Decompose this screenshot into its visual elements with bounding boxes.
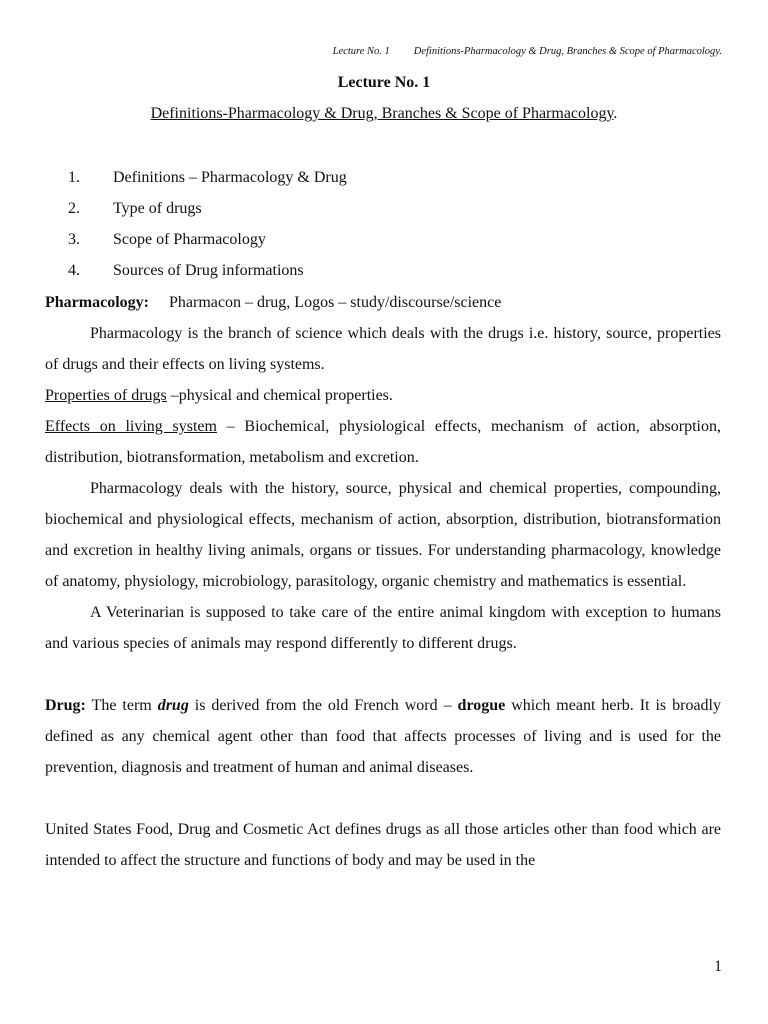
list-item (68, 259, 347, 290)
header-topic: Definitions-Pharmacology & Drug, Branches & Scope of Pharmacology. (413, 46, 722, 57)
pharmacology-label: Pharmacology: (45, 294, 149, 311)
properties-label: Properties of drugs (45, 387, 167, 404)
etymology-text: Pharmacon – drug, Logos – study/discourse/science (168, 294, 502, 311)
lecture-title: Lecture No. 1 (337, 74, 431, 91)
drug-origin: drogue (457, 697, 506, 714)
list-item-text: Definitions – Pharmacology & Drug (113, 169, 347, 186)
list-item (68, 197, 347, 228)
pharmacology-paragraph-2: Pharmacology deals with the history, source, physical and chemical properties, compounding, biochemical and physiological effects, mechanism of action, absorption, distribution, biotransformation and excretion in healthy living animals, organs or tissues. For understanding pharmacology, knowledge of anatomy, physiology, microbiology, parasitology, organic chemistry and mathematics is essential. (45, 480, 721, 590)
drug-text-1: The term (85, 697, 158, 714)
list-item-number: 3. (68, 231, 80, 248)
subtitle-text: Definitions-Pharmacology & Drug, Branches & Scope of Pharmacology (150, 105, 614, 122)
list-item-text: Scope of Pharmacology (113, 231, 266, 248)
drug-label: Drug: (45, 697, 86, 714)
effects-text: – Biochemical, physiological effects, mechanism of action, absorption, distribution, biotransformation, metabolism and excretion. (45, 418, 722, 466)
list-item-text: Sources of Drug informations (113, 262, 304, 279)
list-item-number: 2. (68, 200, 80, 217)
subtitle-period: . (613, 105, 618, 122)
veterinarian-paragraph: A Veterinarian is supposed to take care of the entire animal kingdom with exception to humans and various species of animals may respond differently to different drugs. (45, 604, 721, 652)
drug-text-3: which meant herb. It is broadly defined as any chemical agent other than food that affects processes of living and is used for the prevention, diagnosis and treatment of human and animal diseases. (45, 697, 721, 776)
properties-line (45, 380, 721, 411)
drug-text-2: is derived from the old French word – (188, 697, 458, 714)
lecture-subtitle (0, 105, 768, 123)
running-header (333, 46, 722, 57)
drug-paragraph (45, 690, 721, 783)
pharmacology-etymology (45, 287, 721, 318)
topic-list (68, 166, 347, 290)
properties-text: –physical and chemical properties. (166, 387, 393, 404)
list-item-number: 4. (68, 262, 80, 279)
drug-term: drug (157, 697, 189, 714)
header-lecture: Lecture No. 1 (332, 46, 390, 57)
pharmacology-definition: Pharmacology is the branch of science which deals with the drugs i.e. history, source, properties of drugs and their effects on living systems. (45, 325, 721, 373)
effects-label: Effects on living system (45, 418, 217, 435)
list-item (68, 228, 347, 259)
list-item-number: 1. (68, 169, 80, 186)
page-number: 1 (714, 958, 722, 975)
body-text (45, 287, 721, 876)
fda-paragraph: United States Food, Drug and Cosmetic Act defines drugs as all those articles other than food which are intended to affect the structure and functions of body and may be used in the (45, 821, 721, 869)
list-item (68, 166, 347, 197)
list-item-text: Type of drugs (113, 200, 202, 217)
effects-paragraph (45, 411, 721, 473)
